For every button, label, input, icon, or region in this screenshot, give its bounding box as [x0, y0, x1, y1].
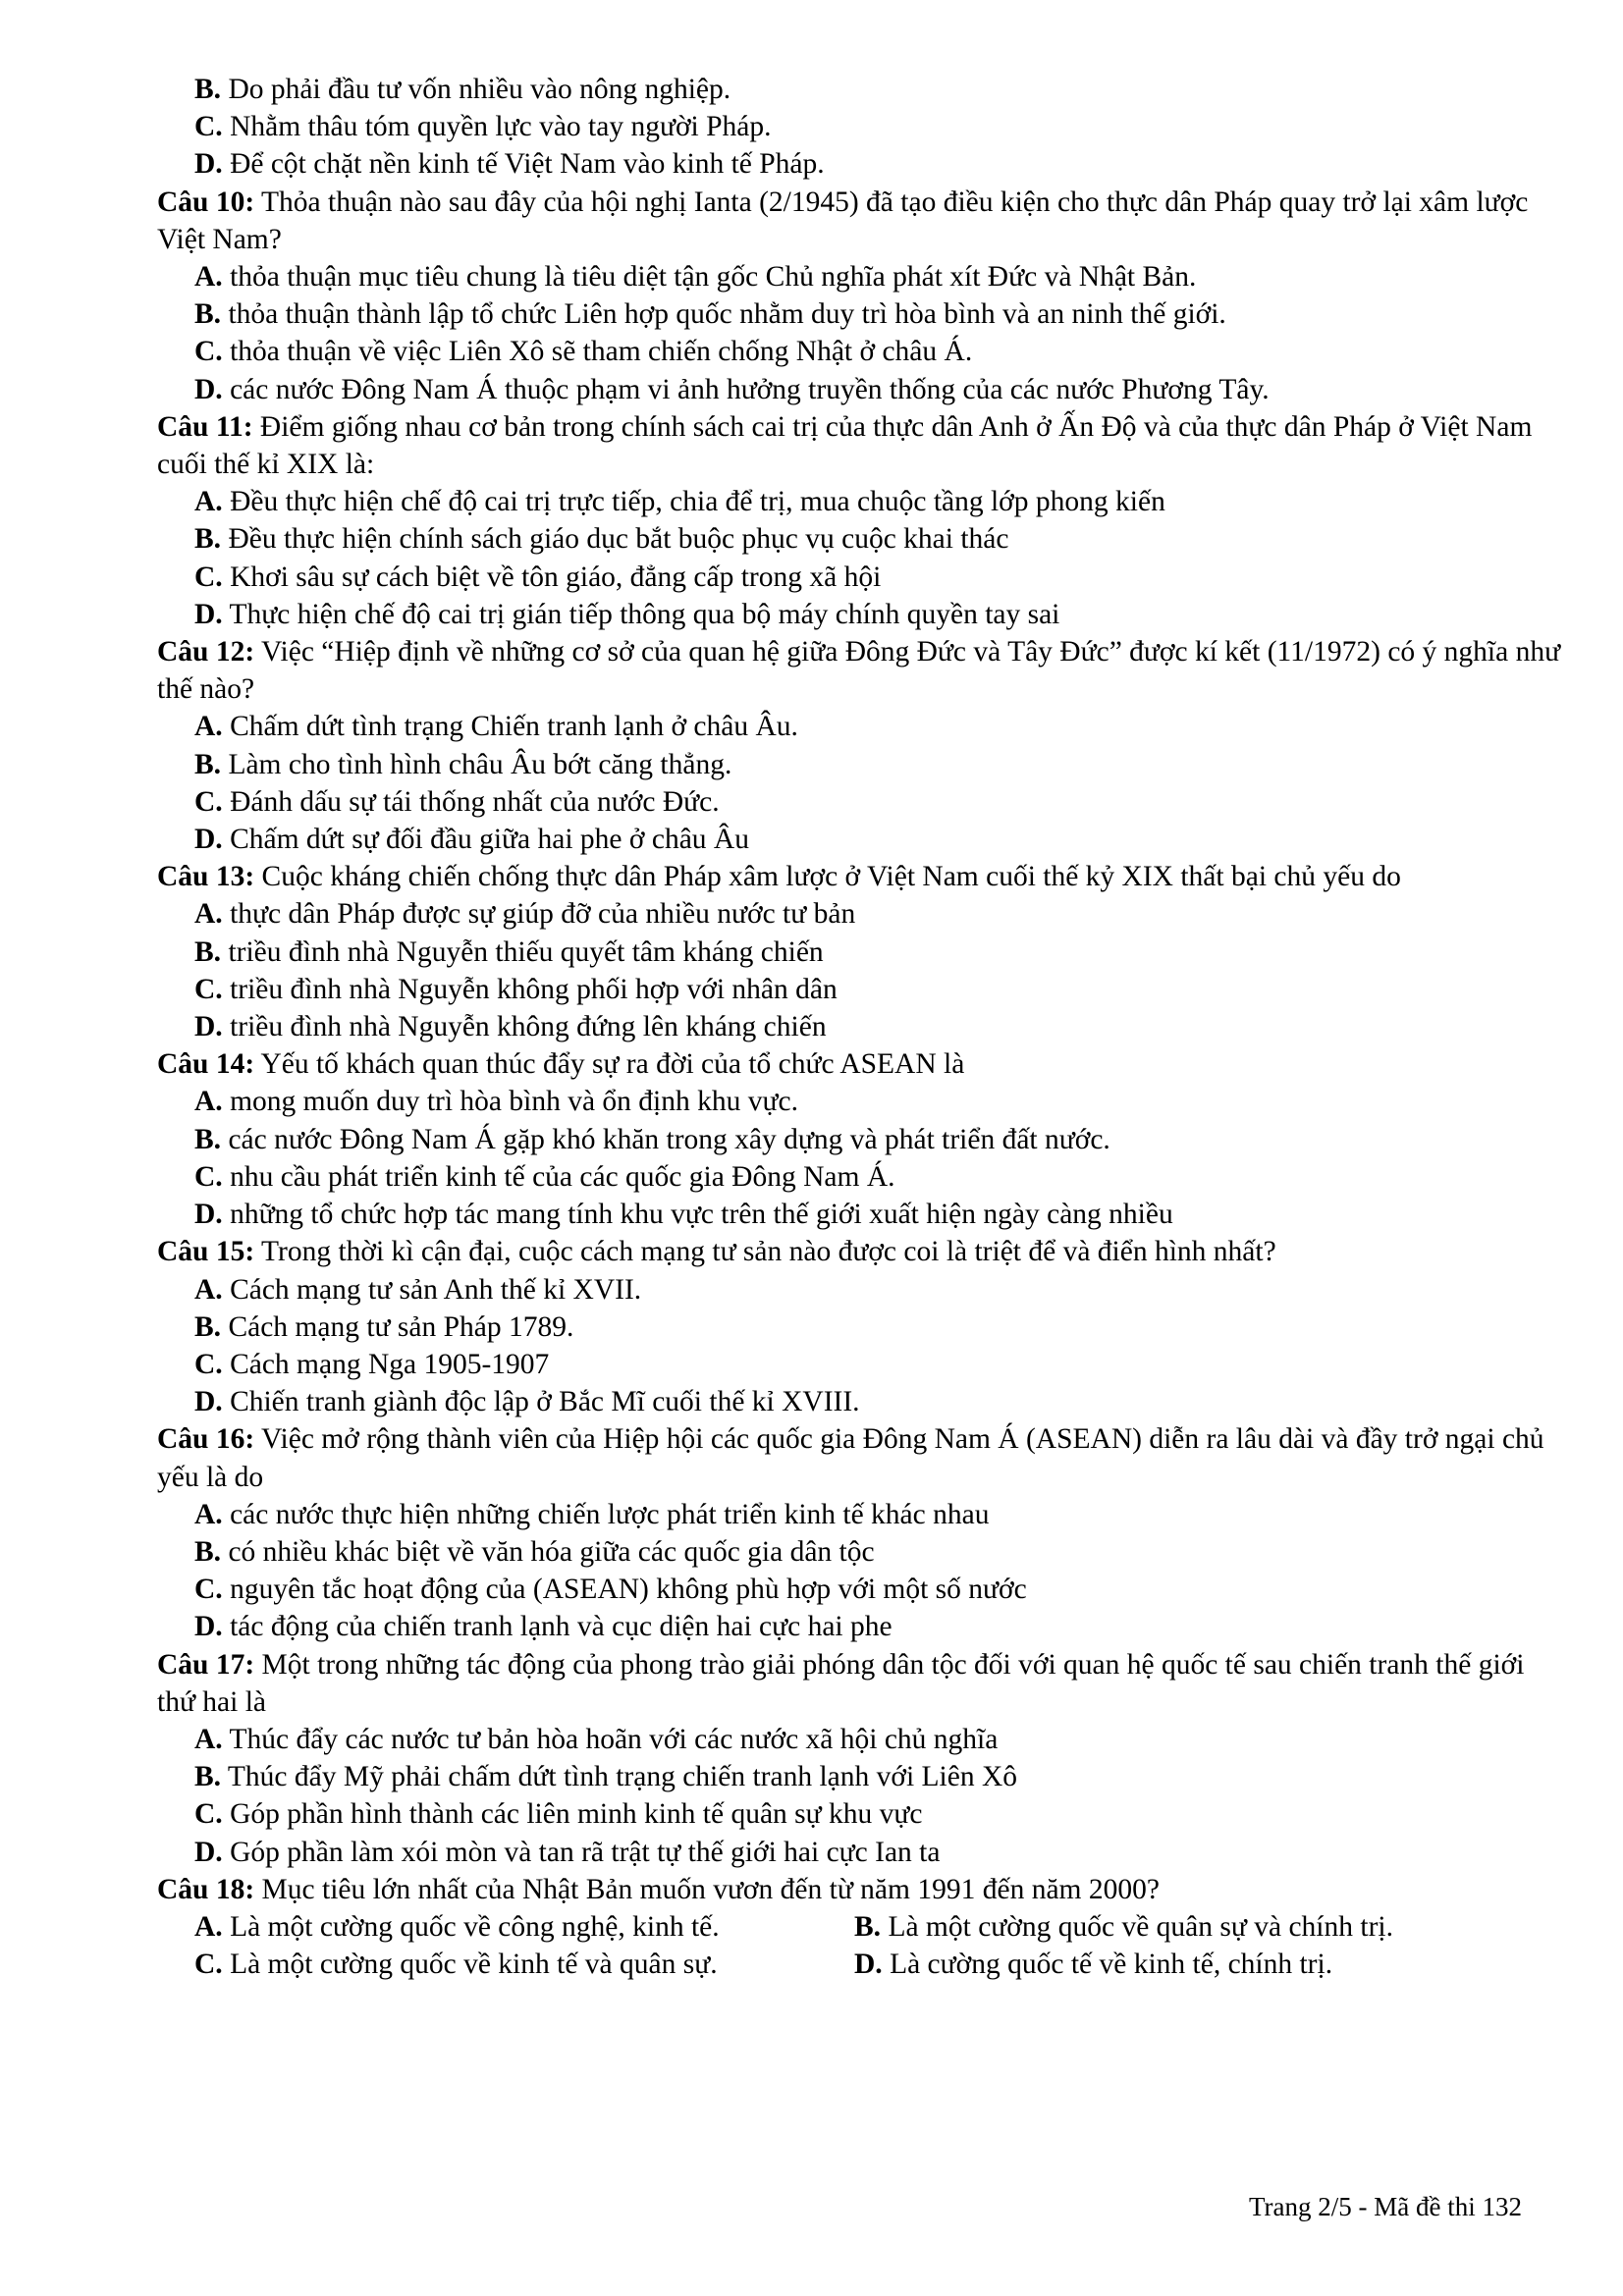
question-stem: Câu 12: Việc “Hiệp định về những cơ sở của quan hệ giữa Đông Đức và Tây Đức” được kí kết (11/1972) có ý nghĩa như thế nào?: [157, 636, 1561, 706]
question-stem: Câu 17: Một trong những tác động của phong trào giải phóng dân tộc đối với quan hệ quốc tế sau chiến tranh thế giới thứ hai là: [157, 1648, 1525, 1718]
option-c: C. Là một cường quốc về kinh tế và quân sự.: [194, 1949, 718, 1981]
option-c: C. nhu cầu phát triển kinh tế của các quốc gia Đông Nam Á.: [194, 1160, 895, 1193]
question-11: [157, 408, 1561, 633]
question-stem: Câu 11: Điểm giống nhau cơ bản trong chính sách cai trị của thực dân Anh ở Ấn Độ và của thực dân Pháp ở Việt Nam cuối thế kỉ XIX là:: [157, 410, 1533, 481]
question-label: Câu 15:: [157, 1236, 255, 1268]
carry-over-options: [157, 71, 1561, 184]
option-b: B. thỏa thuận thành lập tổ chức Liên hợp quốc nhằm duy trì hòa bình và an ninh thế giới.: [194, 298, 1226, 331]
option-b: B. Đều thực hiện chính sách giáo dục bắt buộc phục vụ cuộc khai thác: [194, 523, 1009, 556]
question-stem: Câu 13: Cuộc kháng chiến chống thực dân Pháp xâm lược ở Việt Nam cuối thế kỷ XIX thất bại chủ yếu do: [157, 861, 1401, 893]
option-a: A. thực dân Pháp được sự giúp đỡ của nhiều nước tư bản: [194, 898, 856, 931]
question-12: [157, 633, 1561, 858]
question-stem: Câu 15: Trong thời kì cận đại, cuộc cách mạng tư sản nào được coi là triệt để và điển hình nhất?: [157, 1236, 1276, 1268]
option-a: A. Đều thực hiện chế độ cai trị trực tiếp, chia để trị, mua chuộc tầng lớp phong kiến: [194, 486, 1165, 518]
question-14: [157, 1045, 1561, 1233]
option-a: A. Cách mạng tư sản Anh thế kỉ XVII.: [194, 1273, 642, 1306]
question-label: Câu 16:: [157, 1423, 255, 1456]
option-d: D. Chấm dứt sự đối đầu giữa hai phe ở châu Âu: [194, 824, 749, 856]
option-d: D. Thực hiện chế độ cai trị gián tiếp thông qua bộ máy chính quyền tay sai: [194, 598, 1060, 630]
question-label: Câu 13:: [157, 861, 255, 893]
question-label: Câu 14:: [157, 1048, 255, 1081]
question-15: [157, 1233, 1561, 1420]
option-a: A. Chấm dứt tình trạng Chiến tranh lạnh ở châu Âu.: [194, 711, 798, 743]
question-13: [157, 858, 1561, 1045]
question-stem: Câu 10: Thỏa thuận nào sau đây của hội nghị Ianta (2/1945) đã tạo điều kiện cho thực dân Pháp quay trở lại xâm lược Việt Nam?: [157, 186, 1529, 255]
question-17: [157, 1646, 1561, 1871]
option-b: B. Là một cường quốc về quân sự và chính trị.: [854, 1910, 1393, 1943]
question-label: Câu 10:: [157, 186, 255, 218]
option-d: D. các nước Đông Nam Á thuộc phạm vi ảnh hưởng truyền thống của các nước Phương Tây.: [194, 373, 1270, 405]
option-d: D. Là cường quốc tế về kinh tế, chính trị.: [854, 1949, 1333, 1981]
option-c: C. Đánh dấu sự tái thống nhất của nước Đức.: [194, 785, 720, 818]
question-stem: Câu 18: Mục tiêu lớn nhất của Nhật Bản muốn vươn đến từ năm 1991 đến năm 2000?: [157, 1873, 1160, 1905]
option-d: D. Chiến tranh giành độc lập ở Bắc Mĩ cuối thế kỉ XVIII.: [194, 1386, 860, 1418]
option-d: D. Góp phần làm xói mòn và tan rã trật tự thế giới hai cực Ian ta: [194, 1836, 941, 1868]
option-a: A. thỏa thuận mục tiêu chung là tiêu diệt tận gốc Chủ nghĩa phát xít Đức và Nhật Bản.: [194, 261, 1197, 294]
option-b: B. Thúc đẩy Mỹ phải chấm dứt tình trạng chiến tranh lạnh với Liên Xô: [194, 1761, 1018, 1793]
option-c: C. triều đình nhà Nguyễn không phối hợp với nhân dân: [194, 973, 838, 1005]
option-c: C. thỏa thuận về việc Liên Xô sẽ tham chiến chống Nhật ở châu Á.: [194, 336, 973, 368]
option-d: D. tác động của chiến tranh lạnh và cục diện hai cực hai phe: [194, 1611, 893, 1643]
option-a: A. các nước thực hiện những chiến lược phát triển kinh tế khác nhau: [194, 1498, 990, 1530]
option-a: A. Là một cường quốc về công nghệ, kinh tế.: [194, 1910, 720, 1943]
option-b: B. các nước Đông Nam Á gặp khó khăn trong xây dựng và phát triển đất nước.: [194, 1123, 1110, 1155]
exam-page: [157, 71, 1561, 1983]
options-row: [157, 1946, 1561, 1983]
option-b: B. Do phải đầu tư vốn nhiều vào nông nghiệp.: [194, 74, 731, 105]
question-10: [157, 184, 1561, 408]
option-c: C. Khơi sâu sự cách biệt về tôn giáo, đẳng cấp trong xã hội: [194, 561, 882, 593]
option-d: D. triều đình nhà Nguyễn không đứng lên kháng chiến: [194, 1011, 827, 1043]
option-d: D. những tổ chức hợp tác mang tính khu vực trên thế giới xuất hiện ngày càng nhiều: [194, 1199, 1173, 1231]
option-b: B. có nhiều khác biệt về văn hóa giữa các quốc gia dân tộc: [194, 1535, 875, 1568]
page-footer: Trang 2/5 - Mã đề thi 132: [1249, 2192, 1522, 2221]
options-row: [157, 1908, 1561, 1946]
question-stem: Câu 14: Yếu tố khách quan thúc đẩy sự ra đời của tổ chức ASEAN là: [157, 1048, 965, 1081]
question-label: Câu 17:: [157, 1648, 255, 1681]
question-label: Câu 12:: [157, 636, 255, 668]
option-b: B. Làm cho tình hình châu Âu bớt căng thẳng.: [194, 748, 732, 780]
option-a: A. Thúc đẩy các nước tư bản hòa hoãn với các nước xã hội chủ nghĩa: [194, 1723, 999, 1755]
option-c: C. Nhằm thâu tóm quyền lực vào tay người Pháp.: [194, 111, 772, 143]
option-c: C. Cách mạng Nga 1905-1907: [194, 1348, 550, 1380]
question-stem: Câu 16: Việc mở rộng thành viên của Hiệp hội các quốc gia Đông Nam Á (ASEAN) diễn ra lâu dài và đầy trở ngại chủ yếu là do: [157, 1423, 1544, 1493]
option-c: C. Góp phần hình thành các liên minh kinh tế quân sự khu vực: [194, 1798, 923, 1831]
question-label: Câu 18:: [157, 1873, 255, 1905]
option-b: B. Cách mạng tư sản Pháp 1789.: [194, 1310, 574, 1343]
question-label: Câu 11:: [157, 410, 253, 443]
option-c: C. nguyên tắc hoạt động của (ASEAN) không phù hợp với một số nước: [194, 1574, 1027, 1606]
option-a: A. mong muốn duy trì hòa bình và ổn định khu vực.: [194, 1086, 798, 1118]
question-16: [157, 1420, 1561, 1645]
option-b: B. triều đình nhà Nguyễn thiếu quyết tâm kháng chiến: [194, 935, 824, 968]
question-18: [157, 1871, 1561, 1984]
option-d: D. Để cột chặt nền kinh tế Việt Nam vào kinh tế Pháp.: [194, 148, 825, 181]
